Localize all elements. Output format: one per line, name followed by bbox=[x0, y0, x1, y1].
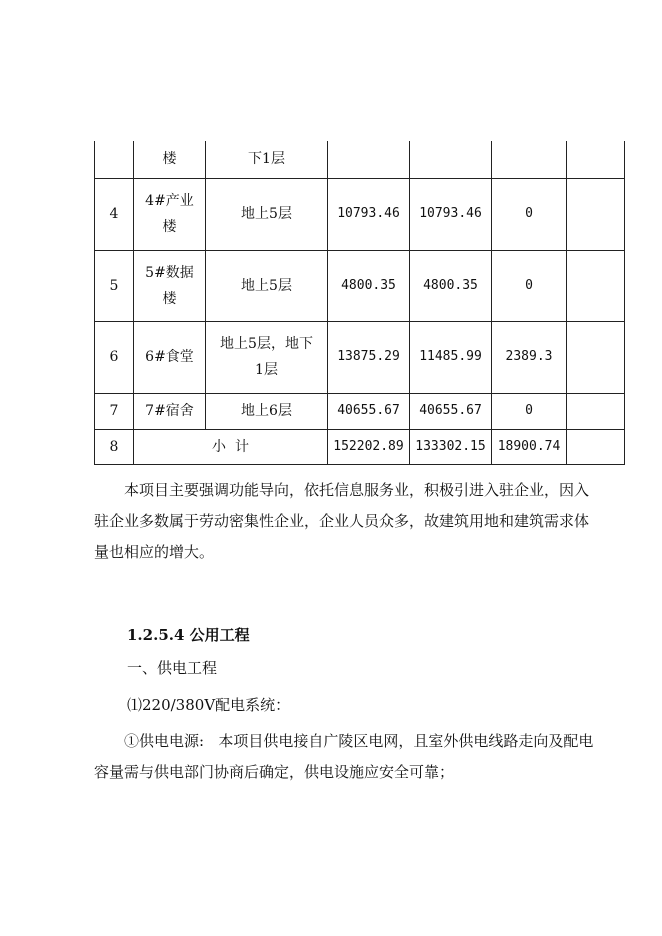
section-heading: 1.2.5.4 公用工程 bbox=[127, 626, 250, 644]
subsection-title: 一、供电工程 bbox=[127, 659, 218, 677]
above-ground-area: 133302.15 bbox=[410, 429, 492, 464]
building-name-line: 4#产业 bbox=[145, 193, 194, 209]
table-row bbox=[95, 141, 625, 178]
subtotal-label: 小 计 bbox=[134, 429, 328, 464]
above-ground-area bbox=[410, 141, 492, 178]
total-area: 13875.29 bbox=[328, 321, 410, 393]
floors-line: 地上5层 bbox=[241, 277, 292, 294]
underground-area: 18900.74 bbox=[492, 429, 567, 464]
building-name-line: 楼 bbox=[162, 219, 177, 235]
row-number bbox=[95, 141, 134, 178]
floors bbox=[206, 393, 328, 429]
building-name bbox=[134, 141, 206, 178]
remark bbox=[567, 250, 625, 321]
underground-area: 0 bbox=[492, 178, 567, 250]
above-ground-area: 4800.35 bbox=[410, 250, 492, 321]
above-ground-area: 11485.99 bbox=[410, 321, 492, 393]
table-row bbox=[95, 178, 625, 250]
floors bbox=[206, 141, 328, 178]
remark bbox=[567, 141, 625, 178]
body-paragraph bbox=[94, 726, 594, 788]
building-name bbox=[134, 393, 206, 429]
remark bbox=[567, 429, 625, 464]
paragraph-text: ①供电电源: 本项目供电接自广陵区电网，且室外供电线路走向及配电容量需与供电部门协商后确定，供电设施应安全可靠； bbox=[94, 732, 594, 781]
remark bbox=[567, 178, 625, 250]
floors-line: 1层 bbox=[255, 362, 278, 378]
total-area bbox=[328, 141, 410, 178]
floors-line: 地上6层 bbox=[241, 403, 292, 419]
table-row bbox=[95, 250, 625, 321]
total-area: 10793.46 bbox=[328, 178, 410, 250]
building-name-line: 7#宿舍 bbox=[145, 403, 194, 419]
building-name-line: 6#食堂 bbox=[145, 349, 194, 365]
underground-area: 2389.3 bbox=[492, 321, 567, 393]
building-name-line: 5#数据 bbox=[145, 264, 194, 281]
remark bbox=[567, 393, 625, 429]
body-paragraph bbox=[94, 475, 594, 568]
building-name bbox=[134, 250, 206, 321]
above-ground-area: 10793.46 bbox=[410, 178, 492, 250]
floors bbox=[206, 178, 328, 250]
total-area: 40655.67 bbox=[328, 393, 410, 429]
building-name-line: 楼 bbox=[162, 151, 177, 168]
underground-area bbox=[492, 141, 567, 178]
list-item: ⑴220/380V配电系统： bbox=[127, 696, 291, 714]
floors bbox=[206, 321, 328, 393]
floors-line: 地上5层，地下 bbox=[220, 336, 313, 352]
row-number: 5 bbox=[95, 250, 134, 321]
row-number: 8 bbox=[95, 429, 134, 464]
row-number: 6 bbox=[95, 321, 134, 393]
table-row bbox=[95, 321, 625, 393]
building-name bbox=[134, 321, 206, 393]
building-area-table bbox=[94, 141, 625, 465]
above-ground-area: 40655.67 bbox=[410, 393, 492, 429]
total-area: 4800.35 bbox=[328, 250, 410, 321]
total-area: 152202.89 bbox=[328, 429, 410, 464]
table-row bbox=[95, 393, 625, 429]
building-name-line: 楼 bbox=[162, 290, 177, 307]
underground-area: 0 bbox=[492, 250, 567, 321]
row-number: 4 bbox=[95, 178, 134, 250]
paragraph-text: 本项目主要强调功能导向，依托信息服务业，积极引进入驻企业，因入驻企业多数属于劳动密集性企业，企业人员众多，故建筑用地和建筑需求体量也相应的增大。 bbox=[94, 481, 590, 561]
building-name bbox=[134, 178, 206, 250]
remark bbox=[567, 321, 625, 393]
floors bbox=[206, 250, 328, 321]
floors-line: 地上5层 bbox=[241, 206, 292, 222]
underground-area: 0 bbox=[492, 393, 567, 429]
row-number: 7 bbox=[95, 393, 134, 429]
floors-line: 下1层 bbox=[248, 151, 285, 168]
subtotal-row bbox=[95, 429, 625, 464]
